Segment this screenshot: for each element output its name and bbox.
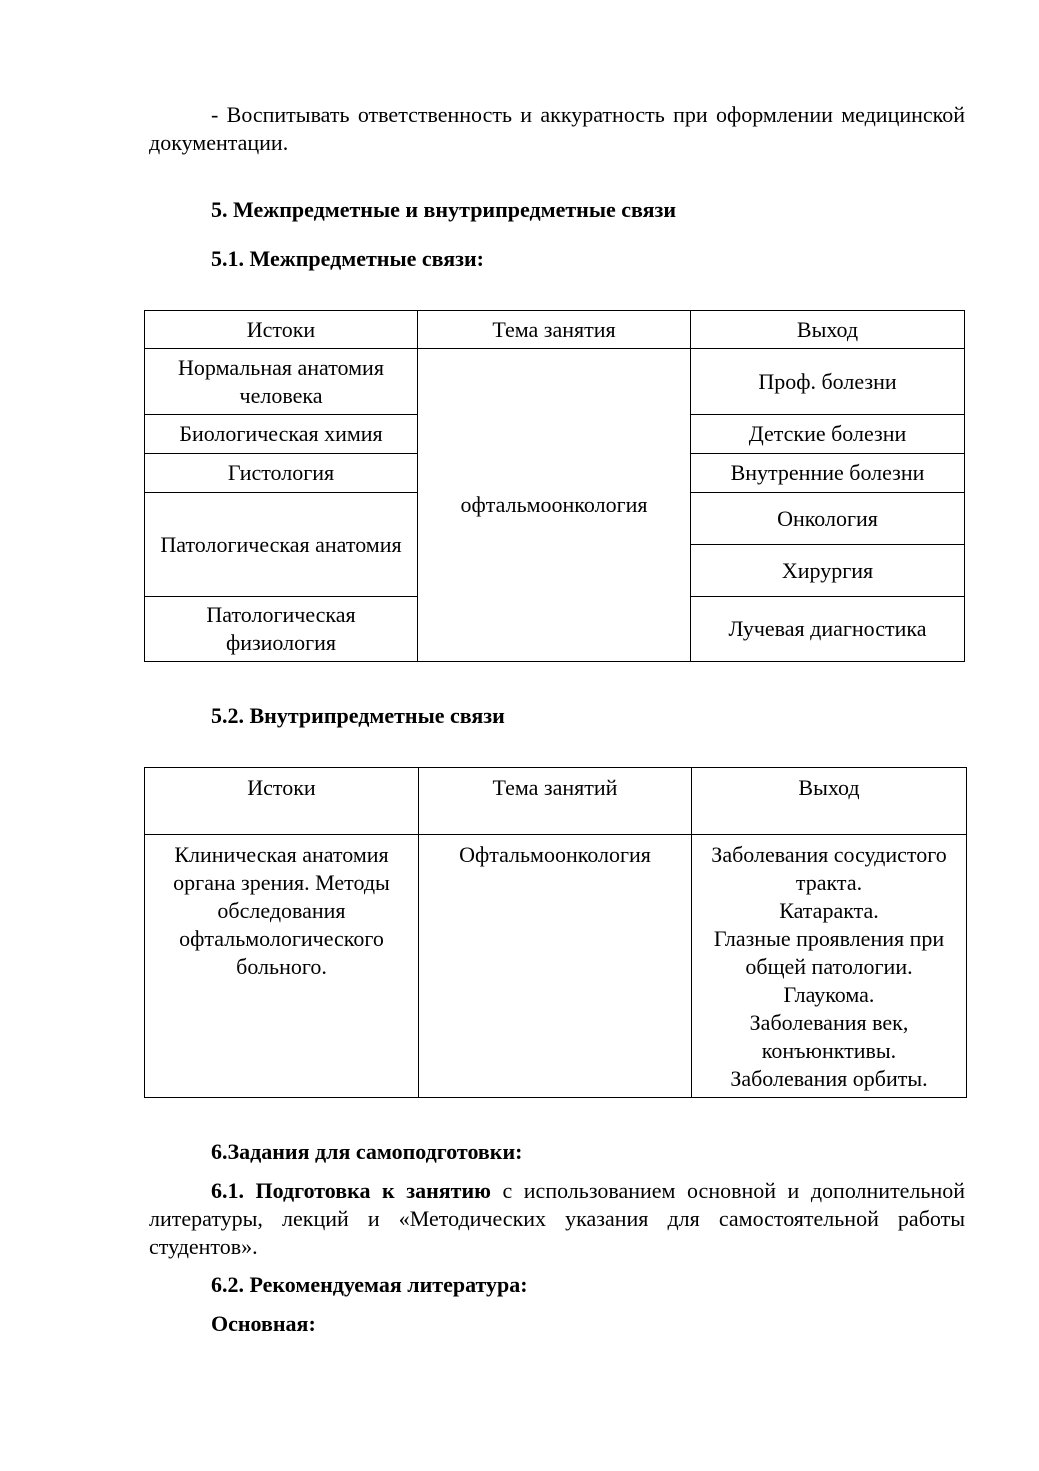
t1-output-cell: Внутренние болезни: [691, 454, 965, 493]
t1-output-cell: Онкология: [691, 493, 965, 545]
t1-output-cell: Хирургия: [691, 545, 965, 597]
intro-paragraph: - Воспитывать ответственность и аккуратность при оформлении медицинской документации.: [149, 102, 965, 155]
t1-output-cell: Лучевая диагностика: [691, 597, 965, 662]
t1-source-cell: Биологическая химия: [145, 415, 418, 454]
section-5-heading: 5. Межпредметные и внутрипредметные связи: [211, 197, 677, 222]
t1-header-output: Выход: [691, 311, 965, 349]
t1-header-sources: Истоки: [145, 311, 418, 349]
t2-output-item: Катаракта.: [779, 898, 879, 923]
t1-topic-cell: офтальмоонкология: [418, 349, 691, 662]
t1-source-cell: Гистология: [145, 454, 418, 493]
t2-output-item: Заболевания орбиты.: [730, 1066, 928, 1091]
t1-header-topic: Тема занятия: [418, 311, 691, 349]
t1-source-cell: Нормальная анатомия человека: [145, 349, 418, 415]
section-6-1-paragraph: [149, 1177, 965, 1261]
interdisciplinary-table: [144, 310, 965, 662]
section-6-1-label: 6.1. Подготовка к занятию: [211, 1178, 491, 1203]
basic-literature-heading: Основная:: [211, 1311, 316, 1336]
section-5-1-heading: 5.1. Межпредметные связи:: [211, 246, 484, 271]
t2-output-item: Заболевания сосудистого тракта.: [711, 842, 947, 895]
t2-output-item: Глаукома.: [783, 982, 875, 1007]
t2-output-cell: [692, 835, 967, 1098]
t2-header-topic: Тема занятий: [419, 768, 692, 835]
section-6-1-text: с использованием основной и дополнительной литературы, лекций и «Методических указания для самостоятельной работы студентов».: [149, 1178, 966, 1259]
t2-output-item: Глазные проявления при общей патологии.: [713, 926, 945, 979]
t2-source-cell: Клиническая анатомия органа зрения. Методы обследования офтальмологического больного.: [145, 835, 419, 1098]
t1-source-cell: Патологическая анатомия: [145, 493, 418, 597]
t1-output-cell: Детские болезни: [691, 415, 965, 454]
t1-source-cell: Патологическая физиология: [145, 597, 418, 662]
section-6-heading: 6.Задания для самоподготовки:: [211, 1139, 523, 1164]
section-6-2-heading: 6.2. Рекомендуемая литература:: [211, 1272, 528, 1297]
t1-output-cell: Проф. болезни: [691, 349, 965, 415]
intradisciplinary-table: [144, 767, 967, 1098]
t2-header-sources: Истоки: [145, 768, 419, 835]
section-5-2-heading: 5.2. Внутрипредметные связи: [211, 703, 505, 728]
t2-topic-cell: Офтальмоонкология: [419, 835, 692, 1098]
t2-header-output: Выход: [692, 768, 967, 835]
t2-output-item: Заболевания век, конъюнктивы.: [749, 1010, 909, 1063]
